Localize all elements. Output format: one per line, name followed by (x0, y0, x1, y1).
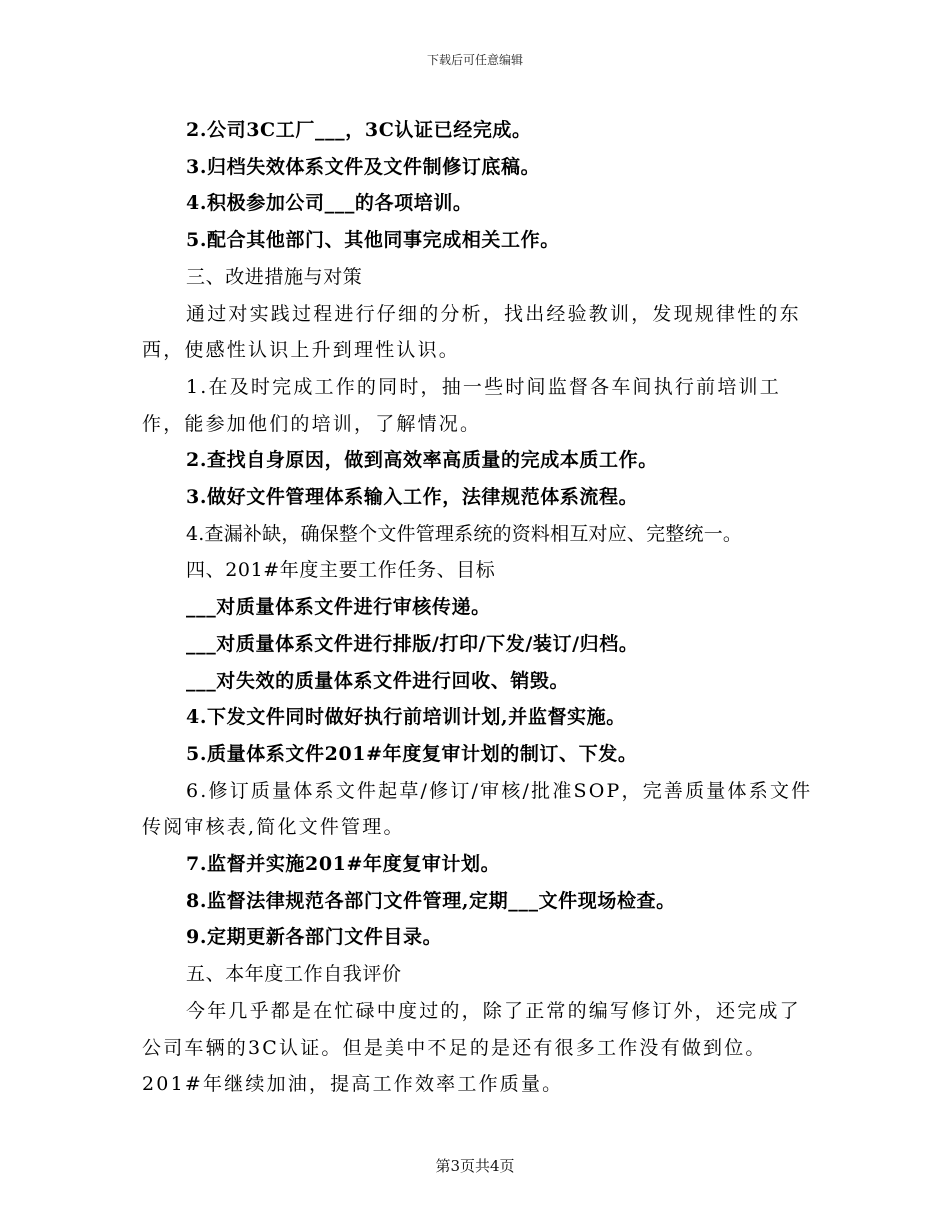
list-item: ___对失效的质量体系文件进行回收、销毁。 (186, 669, 570, 692)
list-item: 7.监督并实施201#年度复审计划。 (186, 853, 501, 876)
list-item: 8.监督法律规范各部门文件管理,定期___文件现场检查。 (186, 889, 676, 912)
list-item: ___对质量体系文件进行审核传递。 (186, 596, 491, 619)
list-item: 3.归档失效体系文件及文件制修订底稿。 (186, 155, 541, 178)
list-item: 4.查漏补缺，确保整个文件管理系统的资料相互对应、完整统一。 (186, 522, 743, 545)
list-item: 2.公司3C工厂___，3C认证已经完成。 (186, 119, 532, 141)
list-item: 2.查找自身原因，做到高效率高质量的完成本质工作。 (186, 449, 658, 472)
list-item: 3.做好文件管理体系输入工作，法律规范体系流程。 (186, 486, 639, 509)
paragraph: 今年几乎都是在忙碌中度过的，除了正常的编写修订外，还完成了公司车辆的3C认证。但是美中不足的是还有很多工作没有做到位。201#年继续加油，提高工作效率工作质量。 (142, 999, 801, 1096)
list-item: 5.配合其他部门、其他同事完成相关工作。 (186, 229, 560, 252)
page-number: 第3页共4页 (435, 1157, 515, 1175)
paragraph: 6.修订质量体系文件起草/修订/审核/批准SOP，完善质量体系文件传阅审核表,简化文件管理。 (142, 779, 813, 839)
list-item: 4.积极参加公司___的各项培训。 (186, 192, 473, 215)
list-item: ___对质量体系文件进行排版/打印/下发/装订/归档。 (186, 632, 639, 655)
section-heading: 三、改进措施与对策 (186, 265, 363, 288)
paragraph: 通过对实践过程进行仔细的分析，找出经验教训，发现规律性的东西，使感性认识上升到理性认识。 (142, 302, 801, 362)
paragraph: 1.在及时完成工作的同时，抽一些时间监督各车间执行前培训工作，能参加他们的培训，了解情况。 (142, 375, 781, 435)
header-note: 下载后可任意编辑 (426, 53, 523, 67)
document-body (142, 112, 814, 1103)
section-heading: 四、201#年度主要工作任务、目标 (186, 559, 496, 582)
list-item: 4.下发文件同时做好执行前培训计划,并监督实施。 (186, 706, 626, 729)
section-heading: 五、本年度工作自我评价 (186, 963, 402, 986)
list-item: 5.质量体系文件201#年度复审计划的制订、下发。 (186, 742, 638, 765)
list-item: 9.定期更新各部门文件目录。 (186, 926, 443, 949)
